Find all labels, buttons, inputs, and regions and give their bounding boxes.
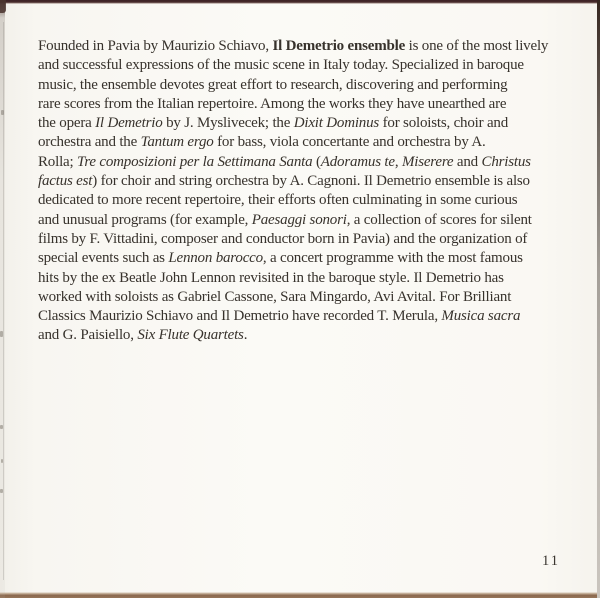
text-line	[38, 249, 548, 268]
italic-text: Christus	[481, 153, 531, 170]
bold-text: Il Demetrio ensemble	[272, 38, 406, 54]
italic-text: Il Demetrio	[95, 115, 163, 132]
text-line	[38, 153, 548, 172]
body-text: ) for choir and string orchestra by A. Cagnoni. Il Demetrio ensemble is also	[92, 173, 530, 190]
page-bottom-edge	[0, 592, 600, 598]
italic-text: Lennon barocco	[168, 250, 263, 267]
text-line	[38, 288, 548, 307]
body-text: the opera	[38, 115, 96, 132]
page-top-edge	[0, 0, 600, 4]
body-text: worked with soloists as Gabriel Cassone, Sara Mingardo, Avi Avital. For Brilliant	[38, 288, 512, 305]
text-line	[38, 211, 548, 230]
body-text: and successful expressions of the music scene in Italy today. Specialized in baroque	[38, 57, 524, 74]
body-text: , a collection of scores for silent	[346, 211, 532, 228]
italic-text: Adoramus te	[320, 153, 395, 170]
body-text: rare scores from the Italian repertoire. Among the works they have unearthed are	[38, 95, 507, 112]
body-text: Founded in Pavia by Maurizio Schiavo,	[38, 38, 273, 54]
body-text: .	[243, 327, 248, 344]
body-text: dedicated to more recent repertoire, their efforts often culminating in some curious	[38, 192, 518, 209]
text-line	[38, 191, 548, 210]
scan-speck	[1, 110, 4, 115]
body-text: (	[312, 153, 321, 170]
text-line	[38, 230, 548, 249]
scan-speck	[0, 489, 3, 493]
italic-text: Tantum ergo	[140, 134, 214, 151]
body-text: orchestra and the	[38, 134, 141, 151]
body-text: , a concert programme with the most famous	[262, 250, 523, 267]
text-line	[38, 56, 548, 75]
body-text: films by F. Vittadini, composer and conductor born in Pavia) and the organization of	[38, 230, 528, 247]
body-text: music, the ensemble devotes great effort to research, discovering and performing	[38, 76, 508, 93]
scan-left-line	[3, 22, 4, 580]
body-text: hits by the ex Beatle John Lennon revisited in the baroque style. Il Demetrio has	[38, 269, 504, 286]
italic-text: Miserere	[401, 153, 454, 170]
booklet-paragraph	[38, 37, 548, 346]
body-text: and	[453, 153, 482, 170]
text-line	[38, 95, 548, 114]
body-text: ,	[394, 153, 402, 170]
italic-text: Dixit Dominus	[293, 115, 380, 132]
page-number: 11	[542, 553, 560, 569]
text-line	[38, 114, 548, 133]
body-text: for soloists, choir and	[379, 115, 508, 132]
text-line	[38, 307, 548, 326]
italic-text: Tre composizioni per la Settimana Santa	[77, 153, 313, 170]
text-line	[38, 172, 548, 191]
body-text: and G. Paisiello,	[38, 327, 138, 344]
body-text: and unusual programs (for example,	[38, 211, 252, 228]
text-line	[38, 269, 548, 288]
body-text: is one of the most lively	[405, 38, 549, 54]
scan-speck	[1, 459, 3, 463]
text-line	[38, 76, 548, 95]
scan-corner-mark	[0, 0, 6, 13]
body-text: by J. Myslivecek; the	[162, 115, 294, 132]
italic-text: Musica sacra	[441, 308, 521, 325]
scan-speck	[0, 331, 3, 337]
body-text: Rolla;	[38, 153, 78, 170]
scan-speck	[0, 425, 3, 429]
body-text: Classics Maurizio Schiavo and Il Demetrio have recorded T. Merula,	[38, 308, 442, 325]
body-text: special events such as	[38, 250, 169, 267]
text-line	[38, 326, 548, 345]
text-line	[38, 133, 548, 152]
text-line	[38, 37, 548, 56]
body-text: for bass, viola concertante and orchestra by A.	[213, 134, 486, 151]
italic-text: factus est	[38, 173, 93, 190]
italic-text: Paesaggi sonori	[251, 211, 347, 228]
italic-text: Six Flute Quartets	[137, 327, 244, 344]
